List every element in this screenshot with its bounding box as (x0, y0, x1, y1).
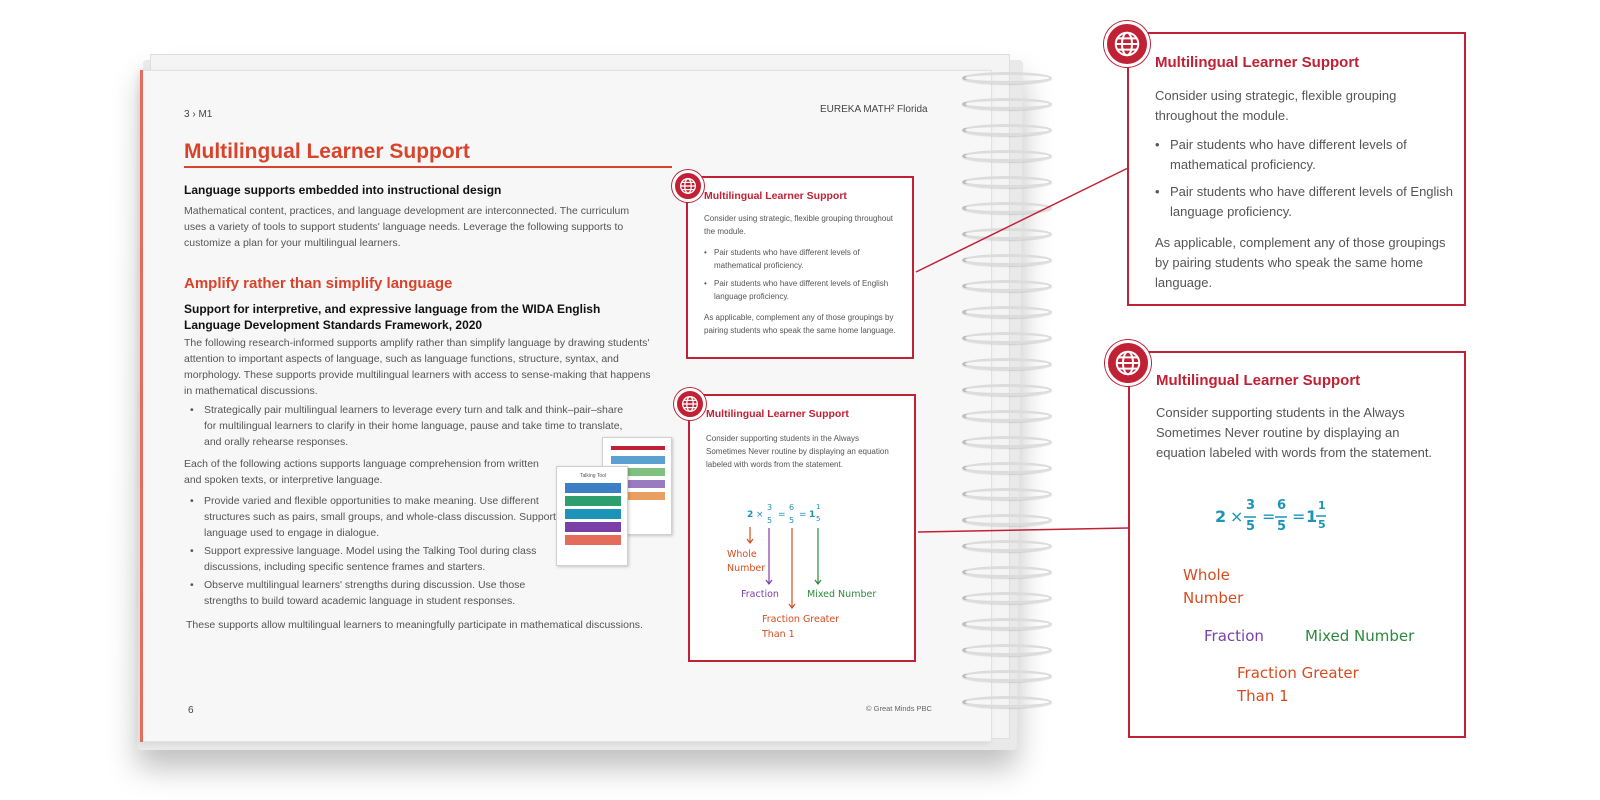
label-mixed-number: Mixed Number (1305, 627, 1415, 645)
callout-body: Consider supporting students in the Always Sometimes Never routine by displaying an equation labeled with words from the statement. (706, 434, 889, 469)
eq-times: × (756, 510, 764, 520)
coil-ring (962, 644, 1052, 656)
coil-ring (962, 332, 1052, 344)
list-item: • Pair students who have different levels of mathematical proficiency. (1155, 135, 1455, 175)
eq-equals-1: = (778, 510, 786, 520)
eq-whole: 2 (747, 510, 754, 520)
callout-grouping (1127, 32, 1466, 306)
eq-equals-2: = (1292, 507, 1306, 526)
eq-f1-num: 3 (767, 503, 773, 512)
page-edge-accent (140, 70, 143, 742)
closing-paragraph: These supports allow multilingual learners to meaningfully participate in mathematical discussions. (186, 619, 643, 631)
coil-ring (962, 696, 1052, 708)
label-fraction: Fraction (741, 589, 779, 600)
list-item: • Pair students who have different levels of English language proficiency. (704, 277, 902, 303)
coil-ring (962, 228, 1052, 240)
eq-mixed-den: 5 (816, 515, 821, 523)
page-subhead: Language supports embedded into instructional design (184, 183, 502, 197)
coil-ring (962, 514, 1052, 526)
list-item: • Pair students who have different levels of English language proficiency. (1155, 182, 1455, 222)
callout-title: Multilingual Learner Support (706, 408, 849, 420)
label-fraction-greater: Fraction Greater Than 1 (762, 614, 840, 640)
coil-ring (962, 540, 1052, 552)
coil-ring (962, 436, 1052, 448)
coil-ring (962, 462, 1052, 474)
coil-ring (962, 98, 1052, 110)
list-item: • Support expressive language. Model using the Talking Tool during class discussions, including specific sentence frames and starters. (186, 543, 558, 575)
page-number: 6 (188, 705, 194, 716)
coil-ring (962, 176, 1052, 188)
eq-f2-den: 5 (1277, 519, 1287, 534)
coil-ring (962, 410, 1052, 422)
eq-whole: 2 (1215, 507, 1227, 526)
coil-ring (962, 488, 1052, 500)
coil-ring (962, 72, 1052, 84)
coil-ring (962, 202, 1052, 214)
section-subhead: Support for interpretive, and expressive language from the WIDA English Language Development Standards Framework, 2020 (184, 302, 601, 332)
page-title: Multilingual Learner Support (184, 140, 470, 163)
eq-mixed-whole: 1 (1306, 507, 1318, 526)
coil-ring (962, 618, 1052, 630)
section-title: Amplify rather than simplify language (184, 275, 453, 292)
callout-bullets (704, 246, 902, 303)
callout-intro: Consider using strategic, flexible grouping throughout the module. (704, 214, 894, 236)
eq-equals-2: = (799, 510, 807, 520)
callout-bullets (1155, 135, 1455, 222)
talking-tool-thumbnail-front (556, 466, 628, 566)
coil-ring (962, 384, 1052, 396)
actions-intro: Each of the following actions supports language comprehension from written and spoken texts, or interpretive language. (184, 458, 539, 486)
list-item: • Observe multilingual learners' strengths during discussion. Use those strengths to build toward academic language in student responses. (186, 577, 558, 609)
eq-mixed-whole: 1 (809, 510, 816, 520)
globe-icon (1104, 21, 1150, 67)
label-whole-number: Whole Number (1183, 566, 1244, 607)
eq-f2-num: 6 (1277, 498, 1287, 513)
coil-ring (962, 150, 1052, 162)
globe-icon (674, 388, 706, 420)
coil-ring (962, 306, 1052, 318)
eq-f1-num: 3 (1246, 498, 1256, 513)
section-paragraph: The following research-informed supports amplify rather than simplify language by drawing students' attention to important aspects of language, such as language functions, structure, syntax, and morphology. These supports provide multilingual learners with access to sense-making that happens in mathematical discussions. (184, 337, 651, 397)
eq-f2-num: 6 (789, 503, 795, 512)
callout-closing: As applicable, complement any of those groupings by pairing students who speak the same home language. (704, 313, 896, 335)
callout-intro: Consider using strategic, flexible grouping throughout the module. (1155, 88, 1397, 123)
eq-mixed-num: 1 (816, 503, 821, 511)
coil-ring (962, 280, 1052, 292)
label-mixed-number: Mixed Number (807, 589, 877, 600)
series-label: EUREKA MATH² Florida (820, 104, 928, 115)
thumbnail-title: Talking Tool (565, 473, 621, 479)
label-fraction-greater: Fraction Greater Than 1 (1237, 664, 1359, 705)
eq-equals-1: = (1262, 507, 1276, 526)
eq-mixed-den: 5 (1318, 518, 1326, 531)
eq-times: × (1230, 507, 1244, 526)
title-underline (184, 166, 672, 168)
coil-ring (962, 254, 1052, 266)
list-item: • Pair students who have different levels of mathematical proficiency. (704, 246, 902, 272)
inline-callout-grouping (686, 176, 914, 359)
coil-ring (962, 592, 1052, 604)
coil-ring (962, 566, 1052, 578)
coil-ring (962, 670, 1052, 682)
eq-f2-den: 5 (789, 516, 795, 525)
callout-body: Consider supporting students in the Always Sometimes Never routine by displaying an equation labeled with words from the statement. (1156, 405, 1433, 460)
list-item: • Strategically pair multilingual learners to leverage every turn and talk and think–pair–share for multilingual learners to clarify in their home language, pause and take time to translate, and orally rehearse responses. (186, 402, 626, 450)
actions-bullets (186, 493, 558, 611)
module-label: 3 › M1 (184, 109, 213, 120)
globe-icon (1105, 340, 1151, 386)
pairing-bullets (186, 402, 626, 452)
coil-ring (962, 124, 1052, 136)
label-fraction: Fraction (1204, 627, 1264, 645)
callout-title: Multilingual Learner Support (1156, 372, 1361, 389)
globe-icon (672, 170, 704, 202)
eq-mixed-num: 1 (1318, 499, 1326, 512)
callout-title: Multilingual Learner Support (1155, 54, 1360, 71)
callout-closing: As applicable, complement any of those groupings by pairing students who speak the same home language. (1155, 235, 1446, 290)
eq-f1-den: 5 (767, 516, 773, 525)
list-item: • Provide varied and flexible opportunities to make meaning. Use different structures such as pairs, small groups, and whole-class discussion. Support language used to engage in dialogue. (186, 493, 558, 541)
copyright-text: © Great Minds PBC (866, 704, 932, 713)
intro-paragraph: Mathematical content, practices, and language development are interconnected. The curriculum uses a variety of tools to support students' language needs. Leverage the following supports to customize a plan for your multilingual learners. (184, 205, 630, 249)
label-whole-number: Whole Number (727, 549, 766, 574)
eq-f1-den: 5 (1246, 519, 1256, 534)
coil-ring (962, 358, 1052, 370)
callout-title: Multilingual Learner Support (704, 190, 847, 202)
